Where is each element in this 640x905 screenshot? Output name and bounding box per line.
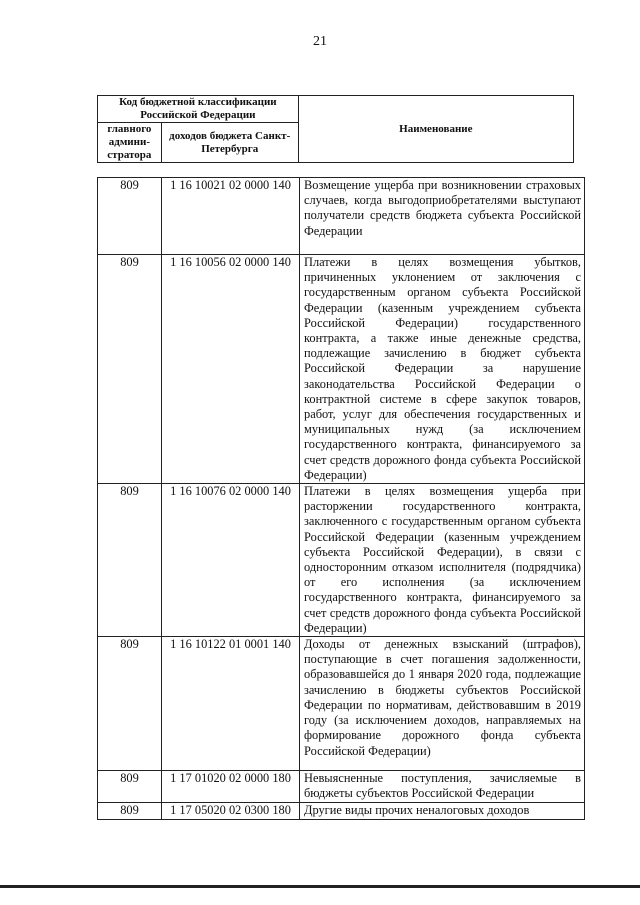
bottom-rule <box>0 885 640 888</box>
header-admin: главного админи-стратора <box>98 123 162 163</box>
admin-code-cell: 809 <box>98 803 162 820</box>
name-cell: Возмещение ущерба при возникновении страховых случаев, когда выгодоприобретателями выступают получатели средств бюджета субъекта Российской Федерации <box>300 178 585 255</box>
header-table <box>97 95 574 163</box>
name-cell: Платежи в целях возмещения убытков, причиненных уклонением от заключения с государственным органом субъекта Российской Федерации (казенным учреждением субъекта Российской Федерации) государственного контракта, а также иные денежные средства, подлежащие зачислению в бюджет субъекта Российской Федерации за нарушение законодательства Российской Федерации о контрактной системе в сфере закупок товаров, работ, услуг для обеспечения государственных и муниципальных нужд (за исключением государственного контракта, финансируемого за счет средств дорожного фонда субъекта Российской Федерации) <box>300 255 585 484</box>
income-code-cell: 1 17 01020 02 0000 180 <box>162 771 300 803</box>
income-code-cell: 1 16 10056 02 0000 140 <box>162 255 300 484</box>
admin-code-cell: 809 <box>98 637 162 771</box>
admin-code-cell: 809 <box>98 178 162 255</box>
income-code-cell: 1 16 10076 02 0000 140 <box>162 484 300 637</box>
admin-code-cell: 809 <box>98 484 162 637</box>
admin-code-cell: 809 <box>98 771 162 803</box>
header-name: Наименование <box>298 96 573 163</box>
income-code-cell: 1 17 05020 02 0300 180 <box>162 803 300 820</box>
header-income: доходов бюджета Санкт-Петербурга <box>161 123 298 163</box>
page-number: 21 <box>313 34 327 49</box>
table-row <box>98 255 585 484</box>
table-row <box>98 771 585 803</box>
table-row <box>98 484 585 637</box>
table-row <box>98 803 585 820</box>
header-code-group: Код бюджетной классификации Российской Федерации <box>98 96 299 123</box>
income-code-cell: 1 16 10021 02 0000 140 <box>162 178 300 255</box>
admin-code-cell: 809 <box>98 255 162 484</box>
income-code-cell: 1 16 10122 01 0001 140 <box>162 637 300 771</box>
codes-table <box>97 177 585 820</box>
table-row <box>98 637 585 771</box>
name-cell: Доходы от денежных взысканий (штрафов), поступающие в счет погашения задолженности, образовавшейся до 1 января 2020 года, подлежащие зачислению в бюджеты субъектов Российской Федерации по нормативам, действовавшим в 2019 году (за исключением доходов, направляемых на формирование дорожного фонда субъекта Российской Федерации) <box>300 637 585 771</box>
name-cell: Невыясненные поступления, зачисляемые в бюджеты субъектов Российской Федерации <box>300 771 585 803</box>
name-cell: Другие виды прочих неналоговых доходов <box>300 803 585 820</box>
name-cell: Платежи в целях возмещения ущерба при расторжении государственного контракта, заключенного с государственным органом субъекта Российской Федерации (казенным учреждением субъекта Российской Федерации), в связи с односторонним отказом исполнителя (подрядчика) от его исполнения (за исключением государственного контракта, финансируемого за счет средств дорожного фонда субъекта Российской Федерации) <box>300 484 585 637</box>
table-row <box>98 178 585 255</box>
